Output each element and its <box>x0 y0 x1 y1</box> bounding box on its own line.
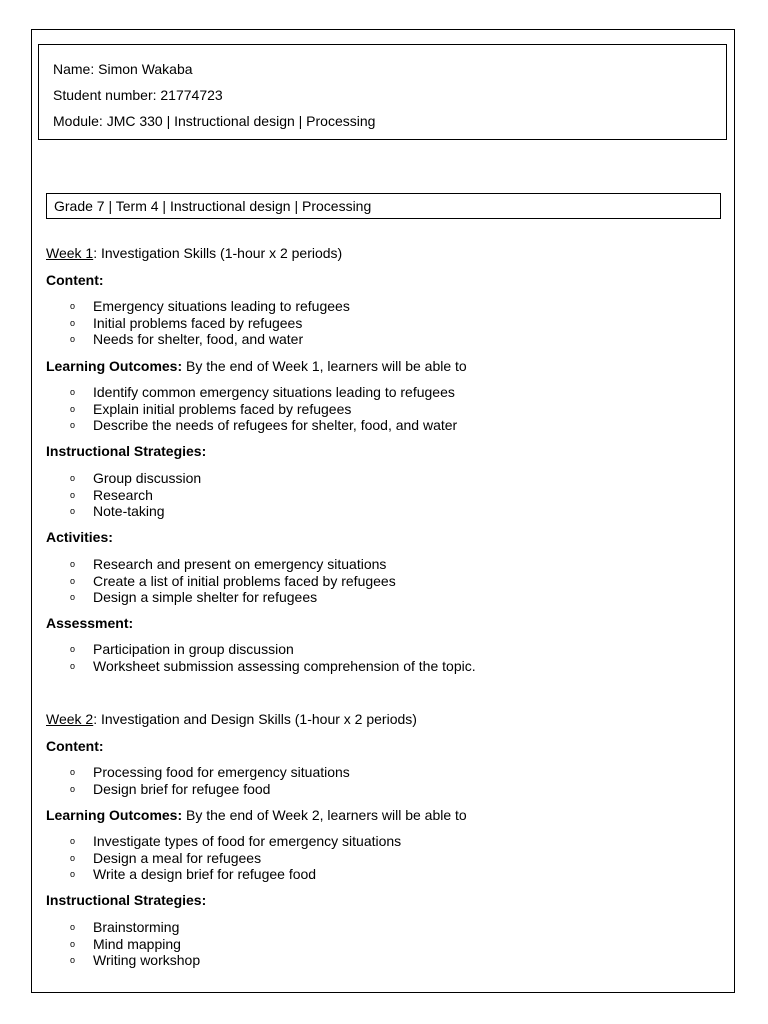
list-item <box>0 384 457 401</box>
bullet-icon: o <box>70 767 76 777</box>
bullet-icon: o <box>70 506 76 516</box>
list-item-text: Participation in group discussion <box>93 641 294 657</box>
week-1-title <box>46 245 342 261</box>
student-number: Student number: 21774723 <box>53 87 223 103</box>
outcomes-label: Learning Outcomes: <box>46 358 183 374</box>
list-item <box>0 952 200 969</box>
week-1-strategies-list <box>0 470 201 520</box>
list-item <box>0 936 200 953</box>
list-item-text: Identify common emergency situations leading to refugees <box>93 384 455 400</box>
list-item <box>0 850 401 867</box>
list-item-text: Mind mapping <box>93 935 181 952</box>
bullet-icon: o <box>70 387 76 397</box>
list-item-text: Worksheet submission assessing comprehension of the topic. <box>93 657 476 674</box>
week-1-outcomes-heading <box>46 358 467 374</box>
list-item-text: Design a simple shelter for refugees <box>93 589 318 605</box>
list-item-text: Needs for shelter, food, and water <box>93 331 304 347</box>
week-1-activities-heading: Activities: <box>46 529 113 545</box>
bullet-icon: o <box>70 644 76 654</box>
list-item-text: Write a design brief for refugee food <box>93 866 317 882</box>
week-1-subtitle: : Investigation Skills (1-hour x 2 periods) <box>93 245 343 261</box>
week-2-subtitle: : Investigation and Design Skills (1-hour x 2 periods) <box>93 711 417 727</box>
list-item-text: Describe the needs of refugees for shelter, food, and water <box>93 417 458 433</box>
list-item <box>0 866 401 883</box>
week-2-title <box>46 711 417 727</box>
list-item <box>0 573 396 590</box>
week-2-content-heading: Content: <box>46 738 104 754</box>
outcomes-intro: By the end of Week 1, learners will be able to <box>182 358 467 374</box>
week-1-label: Week 1 <box>46 245 94 261</box>
week-1-activities-list <box>0 556 396 606</box>
bullet-icon: o <box>70 317 76 328</box>
week-2-strategies-heading: Instructional Strategies: <box>46 892 207 908</box>
list-item-text: Research <box>93 486 153 503</box>
bullet-icon: o <box>70 938 76 949</box>
outcomes-label: Learning Outcomes: <box>46 807 183 823</box>
list-item <box>0 298 350 315</box>
list-item-text: Design brief for refugee food <box>93 780 271 797</box>
list-item <box>0 641 476 658</box>
bullet-icon: o <box>70 403 76 414</box>
bullet-icon: o <box>70 852 76 863</box>
list-item <box>0 331 350 348</box>
list-item-text: Investigate types of food for emergency situations <box>93 833 402 849</box>
bullet-icon: o <box>70 489 76 500</box>
list-item-text: Initial problems faced by refugees <box>93 314 303 331</box>
list-item <box>0 658 476 675</box>
bullet-icon: o <box>70 575 76 586</box>
bullet-icon: o <box>70 660 76 671</box>
bullet-icon: o <box>70 869 76 879</box>
bullet-icon: o <box>70 783 76 794</box>
list-item <box>0 401 457 418</box>
bullet-icon: o <box>70 955 76 965</box>
bullet-icon: o <box>70 301 76 311</box>
week-2-label: Week 2 <box>46 711 94 727</box>
student-name: Name: Simon Wakaba <box>53 61 193 77</box>
outcomes-intro: By the end of Week 2, learners will be able to <box>182 807 467 823</box>
grade-banner: Grade 7 | Term 4 | Instructional design | Processing <box>46 193 721 219</box>
list-item-text: Group discussion <box>93 470 202 486</box>
list-item <box>0 487 201 504</box>
week-2-strategies-list <box>0 919 200 969</box>
week-1-content-list <box>0 298 350 348</box>
week-1-assessment-heading: Assessment: <box>46 615 134 631</box>
list-item <box>0 556 396 573</box>
list-item-text: Create a list of initial problems faced by refugees <box>93 572 396 589</box>
list-item <box>0 417 457 434</box>
week-1-strategies-heading: Instructional Strategies: <box>46 443 207 459</box>
bullet-icon: o <box>70 836 76 846</box>
week-1-content-heading: Content: <box>46 272 104 288</box>
bullet-icon: o <box>70 473 76 483</box>
list-item-text: Note-taking <box>93 503 165 519</box>
list-item-text: Brainstorming <box>93 919 180 935</box>
bullet-icon: o <box>70 922 76 932</box>
week-1-outcomes-list <box>0 384 457 434</box>
list-item-text: Emergency situations leading to refugees <box>93 298 350 314</box>
week-2-outcomes-heading <box>46 807 467 823</box>
list-item <box>0 833 401 850</box>
list-item <box>0 315 350 332</box>
list-item-text: Processing food for emergency situations <box>93 764 350 780</box>
bullet-icon: o <box>70 334 76 344</box>
list-item-text: Research and present on emergency situations <box>93 556 387 572</box>
bullet-icon: o <box>70 559 76 569</box>
list-item <box>0 764 350 781</box>
list-item-text: Explain initial problems faced by refugees <box>93 400 352 417</box>
week-1-assessment-list <box>0 641 476 674</box>
list-item-text: Design a meal for refugees <box>93 849 262 866</box>
list-item <box>0 503 201 520</box>
module-line: Module: JMC 330 | Instructional design | Processing <box>53 113 376 129</box>
week-2-content-list <box>0 764 350 797</box>
list-item <box>0 781 350 798</box>
bullet-icon: o <box>70 420 76 430</box>
week-2-outcomes-list <box>0 833 401 883</box>
list-item-text: Writing workshop <box>93 952 201 968</box>
list-item <box>0 470 201 487</box>
list-item <box>0 589 396 606</box>
bullet-icon: o <box>70 592 76 602</box>
list-item <box>0 919 200 936</box>
